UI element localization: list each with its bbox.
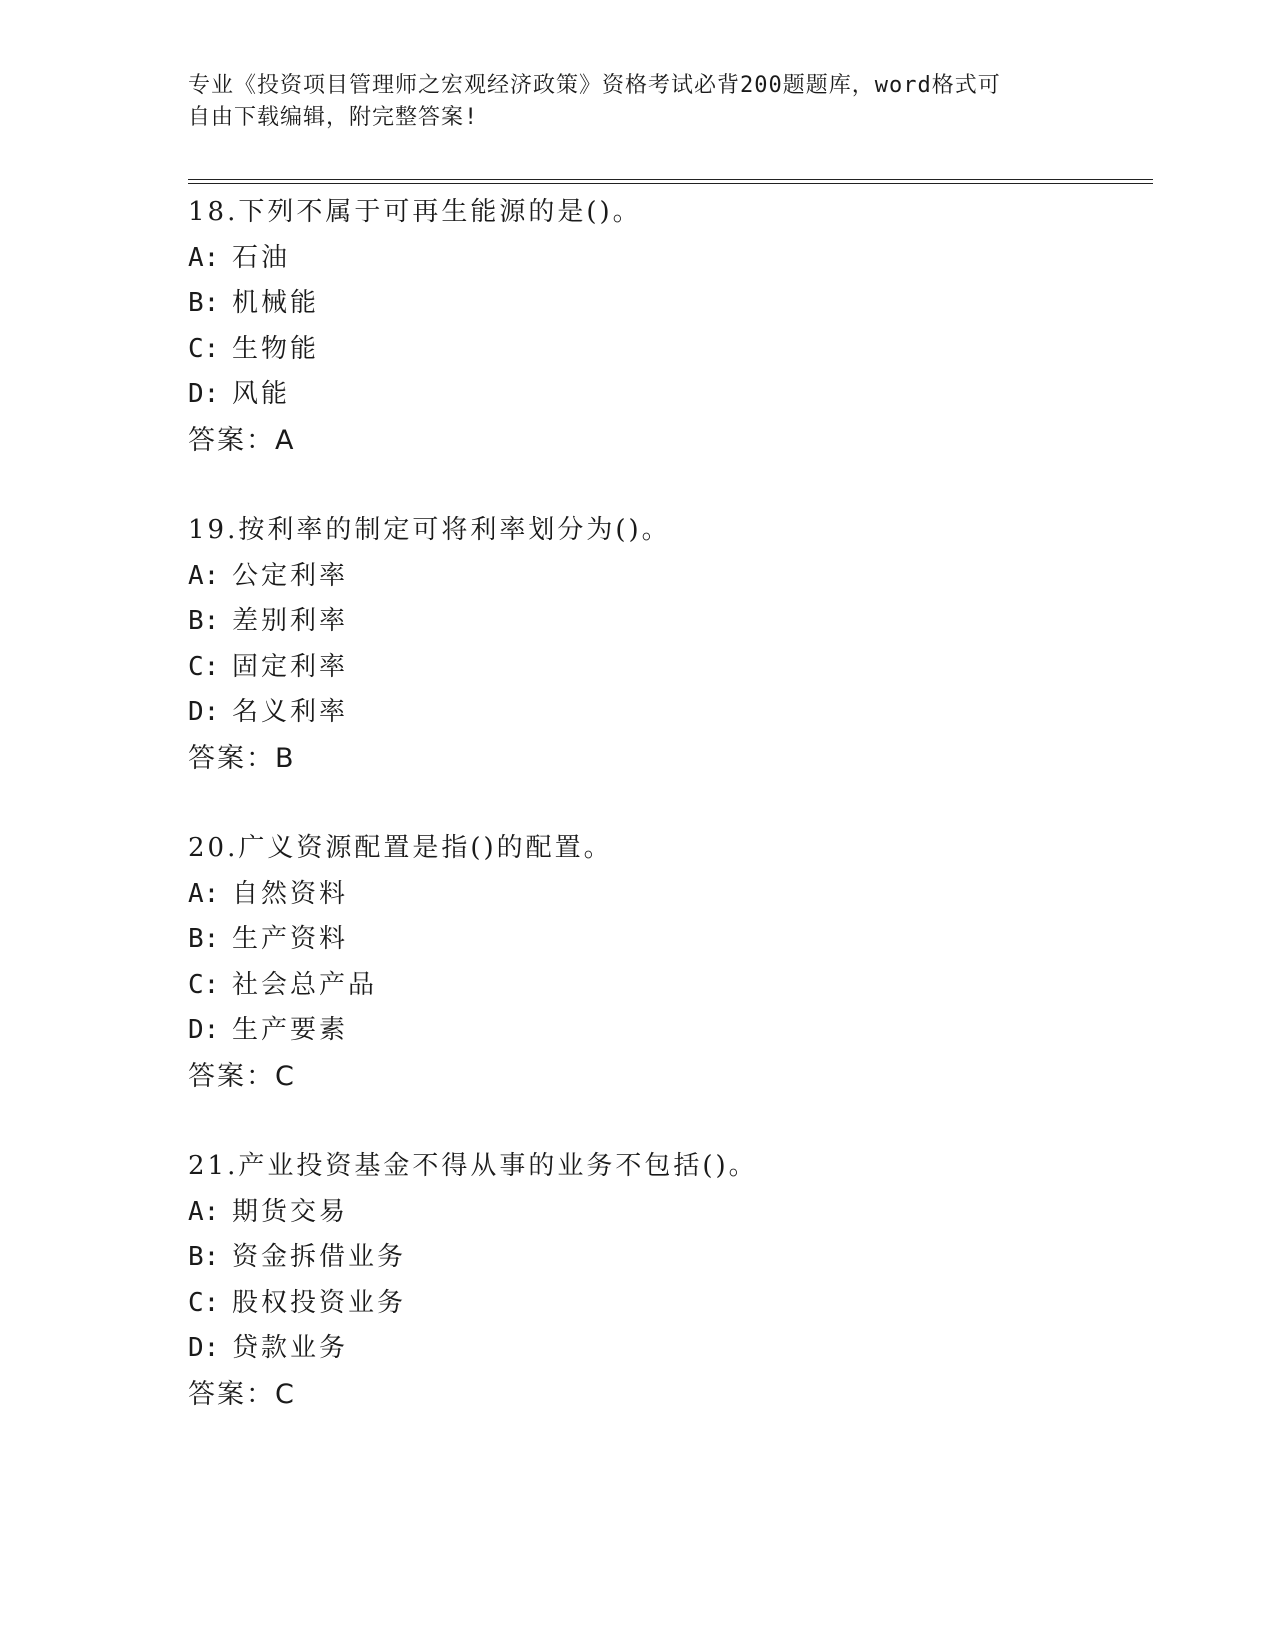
header-line-2: 自由下载编辑，附完整答案!: [188, 105, 479, 130]
option-text: 石油: [232, 242, 291, 273]
option-key: D:: [188, 1015, 220, 1045]
option-a: [188, 236, 1148, 282]
option-text: 名义利率: [232, 697, 349, 727]
question-title: 20.广义资源配置是指()的配置。: [188, 833, 613, 863]
option-text: 风能: [232, 379, 291, 409]
option-key: D:: [188, 697, 220, 727]
option-key: B:: [188, 288, 220, 318]
option-key: C:: [188, 969, 220, 1000]
option-key: C:: [188, 1287, 220, 1318]
answer-line: 答案：C: [188, 1378, 296, 1410]
option-key: B:: [188, 1242, 220, 1272]
question-title: 21.产业投资基金不得从事的业务不包括()。: [188, 1151, 758, 1181]
option-key: D:: [188, 379, 220, 409]
option-key: D:: [188, 1333, 220, 1363]
option-text: 社会总产品: [232, 969, 378, 1000]
option-key: C:: [188, 333, 220, 364]
option-key: B:: [188, 924, 220, 954]
option-b: [188, 599, 1148, 645]
header-divider-bottom: [188, 183, 1153, 184]
option-key: B:: [188, 606, 220, 636]
option-text: 资金拆借业务: [232, 1242, 407, 1272]
answer-line: 答案：B: [188, 742, 296, 774]
question-20: [188, 826, 1148, 1144]
option-c: [188, 963, 1148, 1009]
option-text: 生产资料: [232, 924, 349, 954]
question-19: [188, 508, 1148, 826]
option-text: 公定利率: [232, 560, 349, 591]
option-b: [188, 917, 1148, 963]
header-divider-top: [188, 179, 1153, 180]
option-key: A:: [188, 1196, 220, 1227]
question-21: [188, 1144, 1148, 1462]
answer-line: 答案：A: [188, 424, 296, 456]
option-a: [188, 872, 1148, 918]
option-text: 生产要素: [232, 1015, 349, 1045]
question-title: 18.下列不属于可再生能源的是()。: [188, 197, 642, 227]
option-text: 机械能: [232, 288, 320, 318]
option-key: A:: [188, 878, 220, 909]
option-d: [188, 690, 1148, 736]
question-18: [188, 190, 1148, 508]
option-c: [188, 645, 1148, 691]
option-text: 生物能: [232, 333, 320, 364]
option-text: 自然资料: [232, 878, 349, 909]
header-line-1: 专业《投资项目管理师之宏观经济政策》资格考试必背200题题库，word格式可: [188, 73, 1001, 98]
question-list: [188, 190, 1148, 1462]
option-b: [188, 281, 1148, 327]
answer-line: 答案：C: [188, 1060, 296, 1092]
option-key: A:: [188, 560, 220, 591]
option-text: 差别利率: [232, 606, 349, 636]
question-title: 19.按利率的制定可将利率划分为()。: [188, 515, 671, 545]
option-text: 贷款业务: [232, 1333, 349, 1363]
option-a: [188, 1190, 1148, 1236]
option-d: [188, 1326, 1148, 1372]
option-key: C:: [188, 651, 220, 682]
option-text: 股权投资业务: [232, 1287, 407, 1318]
option-b: [188, 1235, 1148, 1281]
option-c: [188, 1281, 1148, 1327]
option-key: A:: [188, 242, 220, 273]
option-text: 固定利率: [232, 651, 349, 682]
option-a: [188, 554, 1148, 600]
document-header: [188, 70, 1068, 134]
option-c: [188, 327, 1148, 373]
option-d: [188, 372, 1148, 418]
option-text: 期货交易: [232, 1196, 349, 1227]
option-d: [188, 1008, 1148, 1054]
